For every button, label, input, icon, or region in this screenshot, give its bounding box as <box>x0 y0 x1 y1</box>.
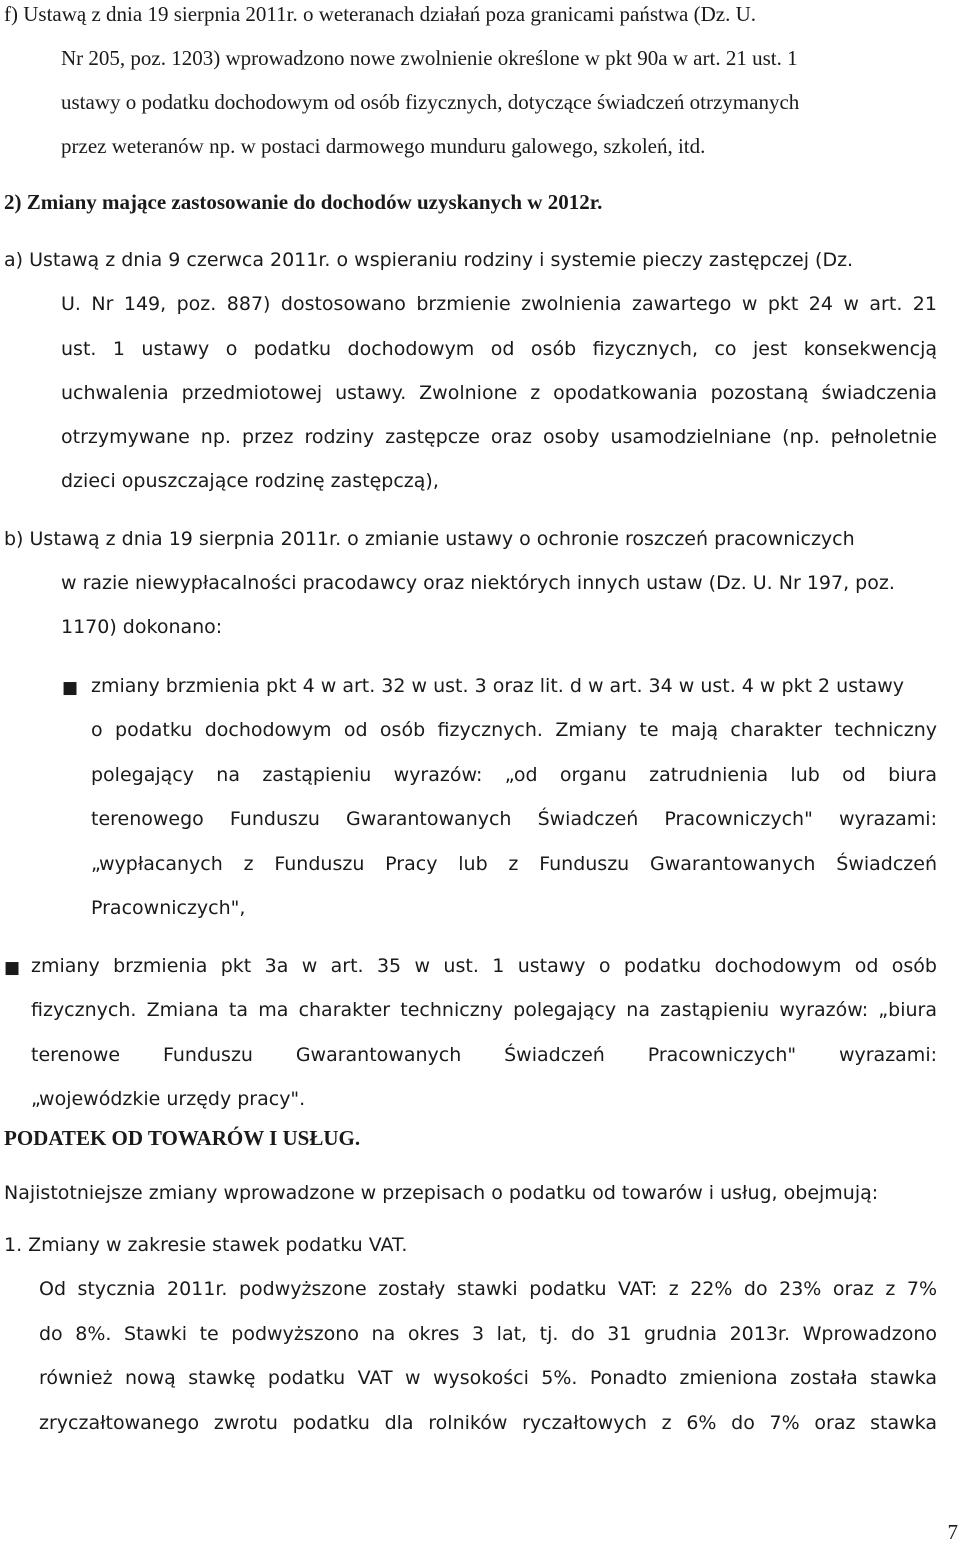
vat-para-line-2: do 8%. Stawki te podwyższono na okres 3 lat, tj. do 31 grudnia 2013r. Wprowadzono <box>39 1323 937 1345</box>
item-f-line-4: przez weteranów np. w postaci darmowego munduru galowego, szkoleń, itd. <box>61 134 706 158</box>
vat-para-line-1: Od stycznia 2011r. podwyższone zostały stawki podatku VAT: z 22% do 23% oraz z 7% <box>39 1278 937 1300</box>
bullet-2-line-2: fizycznych. Zmiana ta ma charakter techniczny polegający na zastąpieniu wyrazów: „biura <box>31 999 937 1021</box>
item-a-line-4: uchwalenia przedmiotowej ustawy. Zwolnione z opodatkowania pozostaną świadczenia <box>61 382 937 404</box>
bullet-1-line-2: o podatku dochodowym od osób fizycznych. Zmiany te mają charakter techniczny <box>91 719 937 741</box>
page-number: 7 <box>947 1520 958 1544</box>
section-2-heading: 2) Zmiany mające zastosowanie do dochodów uzyskanych w 2012r. <box>4 190 603 214</box>
item-a-line-1: a) Ustawą z dnia 9 czerwca 2011r. o wspieraniu rodziny i systemie pieczy zastępczej (Dz. <box>4 249 854 271</box>
bullet-1-line-5: „wypłacanych z Funduszu Pracy lub z Funduszu Gwarantowanych Świadczeń <box>91 853 937 875</box>
bullet-1-line-1: zmiany brzmienia pkt 4 w art. 32 w ust. 3 oraz lit. d w art. 34 w ust. 4 w pkt 2 ustawy <box>91 675 905 697</box>
bullet-2-line-1: zmiany brzmienia pkt 3a w art. 35 w ust. 1 ustawy o podatku dochodowym od osób <box>31 955 937 977</box>
item-b-line-2: w razie niewypłacalności pracodawcy oraz niektórych innych ustaw (Dz. U. Nr 197, poz. <box>61 572 895 594</box>
vat-point-1: 1. Zmiany w zakresie stawek podatku VAT. <box>4 1234 408 1256</box>
item-a-line-6: dzieci opuszczające rodzinę zastępczą), <box>61 470 439 492</box>
item-a-line-2: U. Nr 149, poz. 887) dostosowano brzmienie zwolnienia zawartego w pkt 24 w art. 21 <box>61 293 937 315</box>
vat-heading: PODATEK OD TOWARÓW I USŁUG. <box>4 1126 361 1150</box>
bullet-2-marker: ■ <box>4 958 21 978</box>
bullet-1-line-6: Pracowniczych", <box>91 897 246 919</box>
item-f-line-1: f) Ustawą z dnia 19 sierpnia 2011r. o weteranach działań poza granicami państwa (Dz. U. <box>4 2 757 26</box>
vat-para-line-3: również nową stawkę podatku VAT w wysokości 5%. Ponadto zmieniona została stawka <box>39 1367 937 1389</box>
bullet-1-marker: ■ <box>62 678 79 698</box>
bullet-2-line-4: „wojewódzkie urzędy pracy". <box>31 1088 306 1110</box>
item-a-line-5: otrzymywane np. przez rodziny zastępcze oraz osoby usamodzielniane (np. pełnoletnie <box>61 426 937 448</box>
item-a-line-3: ust. 1 ustawy o podatku dochodowym od osób fizycznych, co jest konsekwencją <box>61 338 937 360</box>
vat-intro: Najistotniejsze zmiany wprowadzone w przepisach o podatku od towarów i usług, obejmują: <box>4 1182 879 1204</box>
bullet-1-line-3: polegający na zastąpieniu wyrazów: „od organu zatrudnienia lub od biura <box>91 764 937 786</box>
item-f-line-2: Nr 205, poz. 1203) wprowadzono nowe zwolnienie określone w pkt 90a w art. 21 ust. 1 <box>61 46 798 70</box>
vat-para-line-4: zryczałtowanego zwrotu podatku dla rolników ryczałtowych z 6% do 7% oraz stawka <box>39 1412 937 1434</box>
bullet-2-line-3: terenowe Funduszu Gwarantowanych Świadczeń Pracowniczych" wyrazami: <box>31 1044 937 1066</box>
item-b-line-3: 1170) dokonano: <box>61 616 223 638</box>
item-f-line-3: ustawy o podatku dochodowym od osób fizycznych, dotyczące świadczeń otrzymanych <box>61 90 800 114</box>
bullet-1-line-4: terenowego Funduszu Gwarantowanych Świadczeń Pracowniczych" wyrazami: <box>91 808 937 830</box>
item-b-line-1: b) Ustawą z dnia 19 sierpnia 2011r. o zmianie ustawy o ochronie roszczeń pracowniczych <box>4 528 855 550</box>
